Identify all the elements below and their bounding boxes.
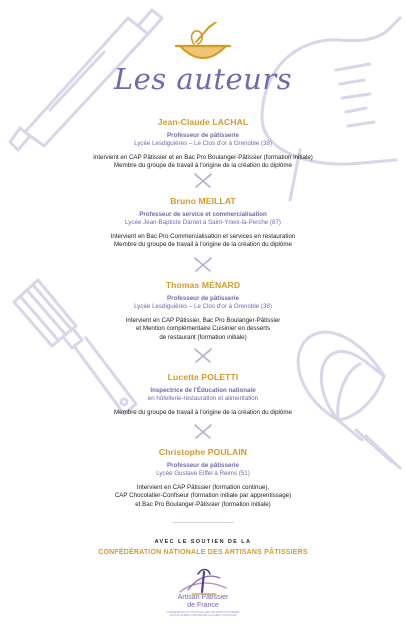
author-description-line: et Mention complémentaire Cuisinier en desserts: [135, 325, 271, 333]
divider: [172, 522, 234, 523]
author-description-line: Intervient en CAP Pâtissier et en Bac Pro Boulanger-Pâtissier (formation initiale): [93, 154, 313, 161]
author-role: Professeur de pâtisserie: [167, 132, 239, 139]
author-block: [0, 196, 406, 250]
author-block: [0, 117, 406, 171]
brand-name-line: de France: [187, 601, 219, 609]
author-name: Jean-Claude LACHAL: [157, 117, 249, 127]
author-role: Professeur de service et commercialisation: [139, 211, 267, 218]
author-description-line: et Bac Pro Boulanger-Pâtissier (formation initiale): [135, 500, 271, 508]
author-name: Thomas MÉNARD: [165, 280, 241, 290]
author-role: Professeur de pâtisserie: [167, 295, 239, 302]
author-institution: en hôtellerie-restauration et alimentation: [147, 395, 259, 402]
author-name: Lucette POLETTI: [167, 372, 239, 382]
author-description-line: Membre du groupe de travail à l'origine de la création du diplôme: [114, 241, 292, 249]
author-role: Professeur de pâtisserie: [167, 462, 239, 469]
supporting-organization: CONFÉDÉRATION NATIONALE DES ARTISANS PÂTISSIERS: [98, 549, 308, 556]
crossed-utensils-icon: [192, 173, 214, 189]
page-title: Les auteurs: [113, 62, 293, 96]
author-description-line: Membre du groupe de travail à l'origine de la création du diplôme: [114, 409, 292, 416]
author-description-line: Intervient en CAP Pâtissier (formation continue),: [136, 484, 270, 491]
author-name: Christophe POULAIN: [158, 447, 248, 457]
brand-name: [0, 594, 406, 609]
author-institution: Lycée Jean-Baptiste Darnet à Saint-Yrieix-la-Perche (87): [125, 219, 281, 226]
support-label: AVEC LE SOUTIEN DE LA: [154, 539, 252, 545]
author-description-line: CAP Chocolatier-Confiseur (formation initiale par apprentissage): [114, 492, 292, 500]
author-institution: Lycée Lesdiguières – Le Clos d'or à Grenoble (38): [134, 303, 272, 310]
brand-tagline-line: CONFÉDÉRATION NATIONALE DES ARTISANS PÂTISSIERS: [166, 611, 240, 614]
author-description-line: Intervient en Bac Pro Commercialisation et services en restauration: [110, 233, 296, 240]
author-description-line: Intervient en CAP Pâtissier, Bac Pro Boulanger-Pâtissier: [125, 317, 281, 324]
author-description-line: Membre du groupe de travail à l'origine de la création du diplôme: [114, 162, 292, 170]
author-description-line: de restaurant (formation initiale): [159, 333, 247, 341]
author-block: [0, 280, 406, 342]
brand-name-line: Artisan Pâtissier: [177, 594, 229, 601]
author-block: [0, 372, 406, 417]
author-block: [0, 447, 406, 509]
author-institution: Lycée Gustave Eiffel à Reims (51): [156, 470, 250, 477]
author-institution: Lycée Lesdiguières – Le Clos d'or à Grenoble (38): [134, 140, 272, 147]
brand-tagline: [0, 611, 406, 617]
brand-tagline-line: CHOCOLATIERS CONFISEURS GLACIERS TRAITEURS: [169, 614, 237, 618]
author-name: Bruno MEILLAT: [170, 196, 236, 206]
crossed-utensils-icon: [192, 424, 214, 440]
author-role: Inspectrice de l'Éducation nationale: [150, 387, 256, 394]
measuring-jug-icon: [262, 18, 400, 200]
crossed-utensils-icon: [192, 257, 214, 273]
crossed-utensils-icon: [192, 348, 214, 364]
